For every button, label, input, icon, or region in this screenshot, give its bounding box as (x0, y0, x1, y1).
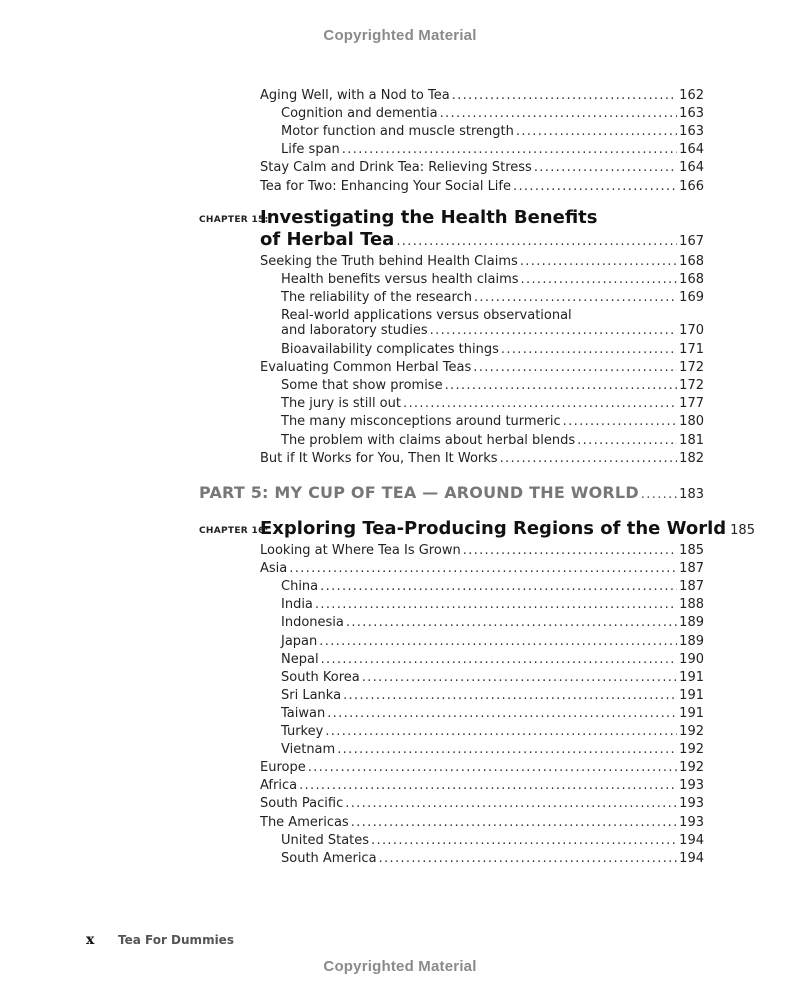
toc-entry-page: 170 (679, 323, 704, 338)
part-5-title: PART 5: MY CUP OF TEA — AROUND THE WORLD (199, 483, 639, 502)
leader-dots (500, 450, 678, 468)
copyright-watermark-bottom: Copyrighted Material (323, 958, 477, 975)
leader-dots (501, 341, 677, 359)
toc-entry (260, 542, 704, 560)
toc-entry-title: The reliability of the research (281, 290, 472, 306)
toc-entry-title: Turkey (281, 724, 324, 739)
toc-entry-title: Stay Calm and Drink Tea: Relieving Stress (260, 160, 532, 176)
toc-entry-page: 193 (679, 778, 704, 794)
toc-entry-title: Africa (260, 778, 298, 794)
leader-dots (327, 705, 677, 723)
chapter-15-title-line2 (260, 229, 704, 250)
toc-entry-title: Asia (260, 561, 288, 577)
toc-entry-title: Bioavailability complicates things (281, 342, 499, 357)
chapter-15-label: CHAPTER 15: (199, 215, 269, 225)
toc-entry-page: 164 (679, 142, 704, 158)
toc-entry-page: 168 (679, 254, 704, 269)
leader-dots (325, 723, 677, 741)
toc-entry-title: Life span (281, 142, 340, 158)
toc-entry-title: Tea for Two: Enhancing Your Social Life (260, 178, 511, 194)
leader-dots (577, 432, 677, 450)
leader-dots (299, 777, 677, 795)
toc-entry-title: The many misconceptions around turmeric (281, 414, 561, 430)
toc-entry-page: 172 (679, 378, 704, 394)
leader-dots (343, 687, 677, 705)
toc-entry (281, 123, 704, 141)
toc-entry-page: 185 (679, 543, 704, 558)
toc-entry (260, 178, 704, 196)
toc-entry-title: Some that show promise (281, 378, 443, 394)
leader-dots (342, 141, 677, 159)
toc-entry (281, 705, 704, 723)
leader-dots (440, 105, 678, 123)
leader-dots (337, 741, 677, 759)
toc-entry-title: Looking at Where Tea Is Grown (260, 543, 461, 558)
leader-dots (520, 253, 677, 271)
toc-entry (281, 832, 704, 850)
toc-entry-page: 163 (679, 106, 704, 122)
toc-entry (260, 777, 704, 795)
chapter-16-heading (260, 518, 755, 539)
toc-entry (281, 105, 704, 123)
toc-entry-title: Evaluating Common Herbal Teas (260, 360, 472, 376)
toc-entry (281, 413, 704, 431)
part-5-page: 183 (679, 487, 704, 502)
leader-dots (516, 123, 677, 141)
leader-dots (563, 413, 678, 431)
leader-dots (346, 614, 677, 632)
toc-entry (260, 759, 704, 777)
toc-entry-title: United States (281, 832, 370, 848)
toc-entry-page: 189 (679, 633, 704, 649)
toc-entry-page: 189 (679, 615, 704, 631)
toc-entry-page: 192 (679, 760, 704, 776)
leader-dots (315, 596, 677, 614)
toc-entry-page: 187 (679, 579, 704, 595)
toc-entry-page: 181 (679, 432, 704, 448)
toc-entry-page: 182 (679, 450, 704, 466)
toc-entry-title: But if It Works for You, Then It Works (260, 450, 498, 466)
toc-entry-page: 193 (679, 796, 704, 812)
toc-entry (281, 741, 704, 759)
toc-entry-title: Aging Well, with a Nod to Tea (260, 88, 450, 103)
toc-entry-page: 194 (679, 850, 704, 866)
toc-entry-title: Nepal (281, 651, 319, 667)
leader-dots (430, 322, 678, 340)
toc-entry-page: 171 (679, 342, 704, 357)
leader-dots (321, 651, 678, 669)
leader-dots (320, 578, 677, 596)
toc-entry-title: The problem with claims about herbal blends (281, 432, 576, 448)
leader-dots (403, 395, 677, 413)
toc-entry-page: 172 (679, 360, 704, 376)
leader-dots (371, 832, 677, 850)
toc-entry-page: 194 (679, 832, 704, 848)
leader-dots (345, 795, 677, 813)
toc-entry (281, 289, 704, 307)
toc-entry (260, 253, 704, 271)
toc-entry (281, 723, 704, 741)
toc-entry-title: Seeking the Truth behind Health Claims (260, 254, 518, 269)
toc-entry-page: 169 (679, 290, 704, 306)
chapter-16-label: CHAPTER 16: (199, 526, 269, 536)
leader-dots (473, 359, 677, 377)
toc-entry (281, 271, 704, 289)
toc-entry-title: China (281, 579, 319, 595)
toc-entry-page: 191 (679, 705, 704, 721)
leader-dots (452, 87, 677, 105)
toc-entry-multiline-line2 (281, 322, 704, 340)
toc-entry-page: 164 (679, 160, 704, 176)
toc-entry-page: 168 (679, 272, 704, 288)
toc-entry-page: 193 (679, 814, 704, 830)
leader-dots (463, 542, 677, 560)
leader-dots (534, 159, 677, 177)
toc-entry (260, 359, 704, 377)
toc-entry-page: 162 (679, 88, 704, 103)
leader-dots (362, 669, 677, 687)
toc-entry (281, 432, 704, 450)
toc-entry (281, 614, 704, 632)
toc-entry-page: 190 (679, 651, 704, 667)
leader-dots (513, 178, 677, 196)
toc-entry (281, 377, 704, 395)
toc-entry-page: 188 (679, 597, 704, 613)
toc-entry-page: 192 (679, 724, 704, 739)
toc-entry (281, 651, 704, 669)
toc-entry (281, 687, 704, 705)
chapter-15-title-line2-text: of Herbal Tea (260, 229, 395, 250)
toc-entry-title: Japan (281, 633, 318, 649)
toc-entry-title: and laboratory studies (281, 323, 428, 338)
toc-entry-title: The Americas (260, 814, 349, 830)
toc-entry-page: 191 (679, 669, 704, 685)
toc-entry-page: 180 (679, 414, 704, 430)
leader-dots (308, 759, 677, 777)
toc-entry (281, 341, 704, 359)
leader-dots (319, 633, 677, 651)
toc-entry-page: 177 (679, 396, 704, 412)
copyright-watermark-top: Copyrighted Material (323, 27, 477, 44)
toc-entry-page: 192 (679, 742, 704, 758)
chapter-15-page: 167 (679, 234, 704, 249)
chapter-15-title-line1: Investigating the Health Benefits (260, 207, 598, 228)
toc-entry-page: 166 (679, 178, 704, 194)
toc-entry-title: Motor function and muscle strength (281, 124, 514, 140)
toc-entry-title: Sri Lanka (281, 687, 342, 703)
toc-entry (281, 633, 704, 651)
leader-dots (521, 271, 678, 289)
toc-entry (260, 87, 704, 105)
toc-entry-title: Health benefits versus health claims (281, 272, 519, 288)
toc-entry (281, 578, 704, 596)
toc-entry (260, 814, 704, 832)
toc-entry (260, 450, 704, 468)
toc-entry-multiline-line1: Real-world applications versus observational (281, 308, 572, 323)
part-5-heading (199, 483, 704, 502)
toc-entry-title: India (281, 597, 313, 613)
leader-dots (396, 234, 677, 249)
leader-dots (379, 850, 678, 868)
chapter-16-title: Exploring Tea-Producing Regions of the World (260, 518, 727, 539)
leader-dots (445, 377, 678, 395)
toc-entry (281, 850, 704, 868)
chapter-16-page: 185 (730, 523, 755, 538)
toc-entry (281, 141, 704, 159)
toc-entry-page: 163 (679, 124, 704, 140)
toc-entry (260, 159, 704, 177)
toc-entry-title: Vietnam (281, 742, 336, 758)
toc-entry-title: Indonesia (281, 615, 344, 631)
toc-entry (281, 669, 704, 687)
footer-page-number: x (86, 932, 95, 948)
toc-entry-title: South Pacific (260, 796, 344, 812)
toc-entry (281, 596, 704, 614)
toc-entry-title: Europe (260, 760, 306, 776)
toc-entry (260, 560, 704, 578)
toc-entry-title: South America (281, 850, 377, 866)
toc-entry-page: 191 (679, 687, 704, 703)
leader-dots (641, 487, 677, 502)
toc-entry-title: South Korea (281, 669, 360, 685)
toc-entry-title: Taiwan (281, 705, 326, 721)
leader-dots (351, 814, 677, 832)
footer-book-title: Tea For Dummies (118, 933, 234, 947)
toc-entry-title: The jury is still out (281, 396, 401, 412)
toc-entry (281, 395, 704, 413)
toc-entry-title: Cognition and dementia (281, 106, 438, 122)
leader-dots (474, 289, 677, 307)
toc-entry-page: 187 (679, 561, 704, 577)
leader-dots (289, 560, 677, 578)
toc-entry (260, 795, 704, 813)
